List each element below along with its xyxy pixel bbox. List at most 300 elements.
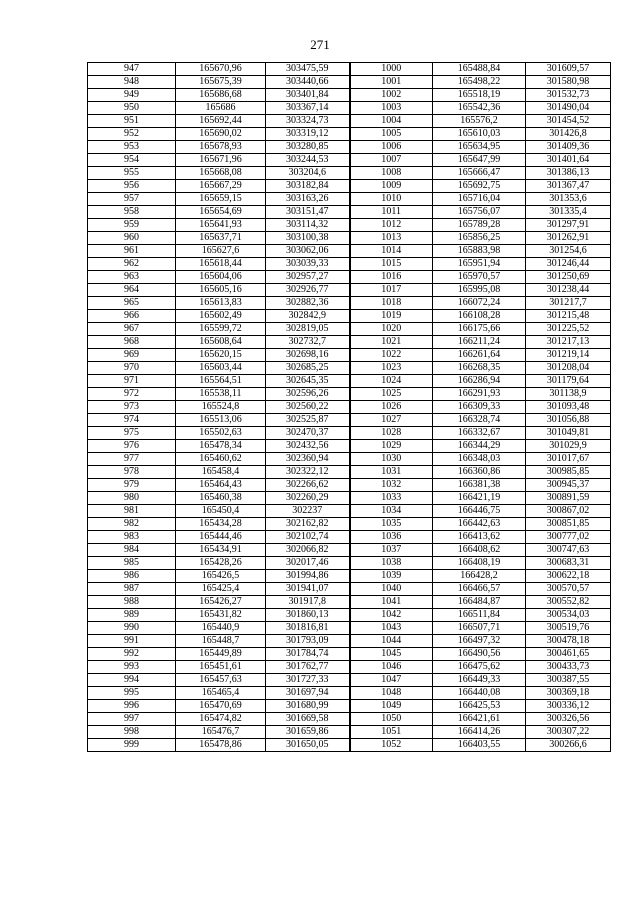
y-coordinate-cell: 301029,9 xyxy=(526,440,611,453)
x-coordinate-cell: 165668,08 xyxy=(176,167,266,180)
y-coordinate-cell: 301208,04 xyxy=(526,362,611,375)
y-coordinate-cell: 302066,82 xyxy=(266,544,350,557)
y-coordinate-cell: 302698,16 xyxy=(266,349,350,362)
y-coordinate-cell: 300552,82 xyxy=(526,596,611,609)
x-coordinate-cell: 165524,8 xyxy=(176,401,266,414)
point-number-cell: 987 xyxy=(88,583,176,596)
y-coordinate-cell: 301367,47 xyxy=(526,180,611,193)
point-number-cell: 982 xyxy=(88,518,176,531)
y-coordinate-cell: 300433,73 xyxy=(526,661,611,674)
point-number-cell: 1015 xyxy=(350,258,433,271)
table-row xyxy=(88,388,611,401)
table-row xyxy=(88,232,611,245)
x-coordinate-cell: 165460,38 xyxy=(176,492,266,505)
x-coordinate-cell: 165671,96 xyxy=(176,154,266,167)
table-row xyxy=(88,297,611,310)
point-number-cell: 967 xyxy=(88,323,176,336)
point-number-cell: 947 xyxy=(88,63,176,76)
y-coordinate-cell: 303319,12 xyxy=(266,128,350,141)
point-number-cell: 1001 xyxy=(350,76,433,89)
table-row xyxy=(88,726,611,739)
y-coordinate-cell: 301860,13 xyxy=(266,609,350,622)
y-coordinate-cell: 301454,52 xyxy=(526,115,611,128)
point-number-cell: 1050 xyxy=(350,713,433,726)
y-coordinate-cell: 300336,12 xyxy=(526,700,611,713)
point-number-cell: 955 xyxy=(88,167,176,180)
x-coordinate-cell: 166408,62 xyxy=(433,544,526,557)
y-coordinate-cell: 302685,25 xyxy=(266,362,350,375)
table-row xyxy=(88,154,611,167)
y-coordinate-cell: 302470,37 xyxy=(266,427,350,440)
table-row xyxy=(88,401,611,414)
x-coordinate-cell: 165518,19 xyxy=(433,89,526,102)
y-coordinate-cell: 301246,44 xyxy=(526,258,611,271)
x-coordinate-cell: 165576,2 xyxy=(433,115,526,128)
point-number-cell: 984 xyxy=(88,544,176,557)
y-coordinate-cell: 301215,48 xyxy=(526,310,611,323)
x-coordinate-cell: 165464,43 xyxy=(176,479,266,492)
table-row xyxy=(88,115,611,128)
table-row xyxy=(88,167,611,180)
table-row xyxy=(88,648,611,661)
point-number-cell: 1038 xyxy=(350,557,433,570)
x-coordinate-cell: 166309,33 xyxy=(433,401,526,414)
point-number-cell: 1018 xyxy=(350,297,433,310)
point-number-cell: 1042 xyxy=(350,609,433,622)
point-number-cell: 1039 xyxy=(350,570,433,583)
y-coordinate-cell: 301727,33 xyxy=(266,674,350,687)
y-coordinate-cell: 302819,05 xyxy=(266,323,350,336)
y-coordinate-cell: 302645,35 xyxy=(266,375,350,388)
x-coordinate-cell: 165678,93 xyxy=(176,141,266,154)
table-row xyxy=(88,245,611,258)
y-coordinate-cell: 301254,6 xyxy=(526,245,611,258)
x-coordinate-cell: 166413,62 xyxy=(433,531,526,544)
x-coordinate-cell: 165634,95 xyxy=(433,141,526,154)
x-coordinate-cell: 165686,68 xyxy=(176,89,266,102)
point-number-cell: 959 xyxy=(88,219,176,232)
x-coordinate-cell: 165856,25 xyxy=(433,232,526,245)
table-row xyxy=(88,635,611,648)
y-coordinate-cell: 303204,6 xyxy=(266,167,350,180)
point-number-cell: 993 xyxy=(88,661,176,674)
y-coordinate-cell: 303367,14 xyxy=(266,102,350,115)
point-number-cell: 985 xyxy=(88,557,176,570)
y-coordinate-cell: 303163,26 xyxy=(266,193,350,206)
y-coordinate-cell: 301580,98 xyxy=(526,76,611,89)
table-row xyxy=(88,466,611,479)
x-coordinate-cell: 165450,4 xyxy=(176,505,266,518)
y-coordinate-cell: 301217,7 xyxy=(526,297,611,310)
point-number-cell: 1051 xyxy=(350,726,433,739)
point-number-cell: 981 xyxy=(88,505,176,518)
y-coordinate-cell: 300945,37 xyxy=(526,479,611,492)
point-number-cell: 950 xyxy=(88,102,176,115)
table-row xyxy=(88,63,611,76)
point-number-cell: 1036 xyxy=(350,531,433,544)
point-number-cell: 977 xyxy=(88,453,176,466)
x-coordinate-cell: 166332,67 xyxy=(433,427,526,440)
point-number-cell: 957 xyxy=(88,193,176,206)
x-coordinate-cell: 165538,11 xyxy=(176,388,266,401)
y-coordinate-cell: 303280,85 xyxy=(266,141,350,154)
x-coordinate-cell: 165602,49 xyxy=(176,310,266,323)
y-coordinate-cell: 300369,18 xyxy=(526,687,611,700)
y-coordinate-cell: 302102,74 xyxy=(266,531,350,544)
table-row xyxy=(88,557,611,570)
point-number-cell: 958 xyxy=(88,206,176,219)
point-number-cell: 997 xyxy=(88,713,176,726)
x-coordinate-cell: 166507,71 xyxy=(433,622,526,635)
x-coordinate-cell: 165425,4 xyxy=(176,583,266,596)
point-number-cell: 1020 xyxy=(350,323,433,336)
y-coordinate-cell: 301816,81 xyxy=(266,622,350,635)
x-coordinate-cell: 166466,57 xyxy=(433,583,526,596)
point-number-cell: 1003 xyxy=(350,102,433,115)
y-coordinate-cell: 301994,86 xyxy=(266,570,350,583)
x-coordinate-cell: 165434,91 xyxy=(176,544,266,557)
x-coordinate-cell: 165883,98 xyxy=(433,245,526,258)
x-coordinate-cell: 165498,22 xyxy=(433,76,526,89)
x-coordinate-cell: 165667,29 xyxy=(176,180,266,193)
table-row xyxy=(88,583,611,596)
y-coordinate-cell: 301917,8 xyxy=(266,596,350,609)
x-coordinate-cell: 166211,24 xyxy=(433,336,526,349)
x-coordinate-cell: 165603,44 xyxy=(176,362,266,375)
point-number-cell: 1031 xyxy=(350,466,433,479)
y-coordinate-cell: 301386,13 xyxy=(526,167,611,180)
point-number-cell: 1046 xyxy=(350,661,433,674)
x-coordinate-cell: 165513,06 xyxy=(176,414,266,427)
point-number-cell: 1006 xyxy=(350,141,433,154)
point-number-cell: 1037 xyxy=(350,544,433,557)
x-coordinate-cell: 165478,86 xyxy=(176,739,266,752)
y-coordinate-cell: 301490,04 xyxy=(526,102,611,115)
point-number-cell: 1048 xyxy=(350,687,433,700)
x-coordinate-cell: 166268,35 xyxy=(433,362,526,375)
y-coordinate-cell: 301238,44 xyxy=(526,284,611,297)
point-number-cell: 1002 xyxy=(350,89,433,102)
x-coordinate-cell: 166490,56 xyxy=(433,648,526,661)
y-coordinate-cell: 301056,88 xyxy=(526,414,611,427)
point-number-cell: 1043 xyxy=(350,622,433,635)
table-row xyxy=(88,661,611,674)
y-coordinate-cell: 302260,29 xyxy=(266,492,350,505)
point-number-cell: 960 xyxy=(88,232,176,245)
y-coordinate-cell: 302882,36 xyxy=(266,297,350,310)
table-row xyxy=(88,219,611,232)
point-number-cell: 979 xyxy=(88,479,176,492)
point-number-cell: 1032 xyxy=(350,479,433,492)
table-row xyxy=(88,180,611,193)
y-coordinate-cell: 301609,57 xyxy=(526,63,611,76)
table-row xyxy=(88,362,611,375)
x-coordinate-cell: 165641,93 xyxy=(176,219,266,232)
x-coordinate-cell: 165426,27 xyxy=(176,596,266,609)
y-coordinate-cell: 300478,18 xyxy=(526,635,611,648)
y-coordinate-cell: 303114,32 xyxy=(266,219,350,232)
table-row xyxy=(88,206,611,219)
point-number-cell: 954 xyxy=(88,154,176,167)
point-number-cell: 990 xyxy=(88,622,176,635)
x-coordinate-cell: 166442,63 xyxy=(433,518,526,531)
point-number-cell: 965 xyxy=(88,297,176,310)
x-coordinate-cell: 165647,99 xyxy=(433,154,526,167)
y-coordinate-cell: 301401,64 xyxy=(526,154,611,167)
y-coordinate-cell: 303182,84 xyxy=(266,180,350,193)
table-row xyxy=(88,479,611,492)
y-coordinate-cell: 301650,05 xyxy=(266,739,350,752)
x-coordinate-cell: 166408,19 xyxy=(433,557,526,570)
point-number-cell: 983 xyxy=(88,531,176,544)
y-coordinate-cell: 300891,59 xyxy=(526,492,611,505)
x-coordinate-cell: 166428,2 xyxy=(433,570,526,583)
point-number-cell: 998 xyxy=(88,726,176,739)
point-number-cell: 991 xyxy=(88,635,176,648)
y-coordinate-cell: 302842,9 xyxy=(266,310,350,323)
table-row xyxy=(88,323,611,336)
y-coordinate-cell: 302266,62 xyxy=(266,479,350,492)
y-coordinate-cell: 300461,65 xyxy=(526,648,611,661)
point-number-cell: 949 xyxy=(88,89,176,102)
x-coordinate-cell: 165675,39 xyxy=(176,76,266,89)
y-coordinate-cell: 300867,02 xyxy=(526,505,611,518)
y-coordinate-cell: 300622,18 xyxy=(526,570,611,583)
point-number-cell: 1024 xyxy=(350,375,433,388)
y-coordinate-cell: 302432,56 xyxy=(266,440,350,453)
x-coordinate-cell: 165457,63 xyxy=(176,674,266,687)
point-number-cell: 962 xyxy=(88,258,176,271)
x-coordinate-cell: 166344,29 xyxy=(433,440,526,453)
x-coordinate-cell: 165951,94 xyxy=(433,258,526,271)
y-coordinate-cell: 303039,33 xyxy=(266,258,350,271)
x-coordinate-cell: 166403,55 xyxy=(433,739,526,752)
table-row xyxy=(88,193,611,206)
table-row xyxy=(88,518,611,531)
point-number-cell: 976 xyxy=(88,440,176,453)
x-coordinate-cell: 165627,6 xyxy=(176,245,266,258)
y-coordinate-cell: 302926,77 xyxy=(266,284,350,297)
y-coordinate-cell: 301297,91 xyxy=(526,219,611,232)
y-coordinate-cell: 301250,69 xyxy=(526,271,611,284)
y-coordinate-cell: 301659,86 xyxy=(266,726,350,739)
y-coordinate-cell: 302957,27 xyxy=(266,271,350,284)
x-coordinate-cell: 166446,75 xyxy=(433,505,526,518)
x-coordinate-cell: 165428,26 xyxy=(176,557,266,570)
table-row xyxy=(88,284,611,297)
point-number-cell: 1021 xyxy=(350,336,433,349)
table-row xyxy=(88,492,611,505)
x-coordinate-cell: 165670,96 xyxy=(176,63,266,76)
y-coordinate-cell: 302162,82 xyxy=(266,518,350,531)
y-coordinate-cell: 300326,56 xyxy=(526,713,611,726)
x-coordinate-cell: 165458,4 xyxy=(176,466,266,479)
y-coordinate-cell: 302360,94 xyxy=(266,453,350,466)
y-coordinate-cell: 303151,47 xyxy=(266,206,350,219)
point-number-cell: 989 xyxy=(88,609,176,622)
x-coordinate-cell: 165599,72 xyxy=(176,323,266,336)
point-number-cell: 1023 xyxy=(350,362,433,375)
point-number-cell: 1034 xyxy=(350,505,433,518)
table-row xyxy=(88,674,611,687)
y-coordinate-cell: 302322,12 xyxy=(266,466,350,479)
y-coordinate-cell: 300519,76 xyxy=(526,622,611,635)
coordinates-table xyxy=(87,62,611,752)
point-number-cell: 1045 xyxy=(350,648,433,661)
point-number-cell: 1049 xyxy=(350,700,433,713)
y-coordinate-cell: 302596,26 xyxy=(266,388,350,401)
x-coordinate-cell: 165654,69 xyxy=(176,206,266,219)
point-number-cell: 1022 xyxy=(350,349,433,362)
y-coordinate-cell: 301217,13 xyxy=(526,336,611,349)
x-coordinate-cell: 165610,03 xyxy=(433,128,526,141)
y-coordinate-cell: 301669,58 xyxy=(266,713,350,726)
x-coordinate-cell: 165613,83 xyxy=(176,297,266,310)
point-number-cell: 1029 xyxy=(350,440,433,453)
x-coordinate-cell: 165444,46 xyxy=(176,531,266,544)
table-row xyxy=(88,128,611,141)
point-number-cell: 999 xyxy=(88,739,176,752)
table-row xyxy=(88,713,611,726)
y-coordinate-cell: 303244,53 xyxy=(266,154,350,167)
x-coordinate-cell: 166421,61 xyxy=(433,713,526,726)
x-coordinate-cell: 166511,84 xyxy=(433,609,526,622)
x-coordinate-cell: 166072,24 xyxy=(433,297,526,310)
point-number-cell: 964 xyxy=(88,284,176,297)
y-coordinate-cell: 302017,46 xyxy=(266,557,350,570)
y-coordinate-cell: 300570,57 xyxy=(526,583,611,596)
y-coordinate-cell: 300266,6 xyxy=(526,739,611,752)
x-coordinate-cell: 165470,69 xyxy=(176,700,266,713)
table-row xyxy=(88,375,611,388)
x-coordinate-cell: 165618,44 xyxy=(176,258,266,271)
x-coordinate-cell: 166108,28 xyxy=(433,310,526,323)
point-number-cell: 975 xyxy=(88,427,176,440)
y-coordinate-cell: 303440,66 xyxy=(266,76,350,89)
x-coordinate-cell: 165604,06 xyxy=(176,271,266,284)
y-coordinate-cell: 300534,03 xyxy=(526,609,611,622)
point-number-cell: 963 xyxy=(88,271,176,284)
point-number-cell: 994 xyxy=(88,674,176,687)
x-coordinate-cell: 166425,53 xyxy=(433,700,526,713)
x-coordinate-cell: 166328,74 xyxy=(433,414,526,427)
y-coordinate-cell: 300387,55 xyxy=(526,674,611,687)
point-number-cell: 968 xyxy=(88,336,176,349)
x-coordinate-cell: 166440,08 xyxy=(433,687,526,700)
x-coordinate-cell: 165637,71 xyxy=(176,232,266,245)
point-number-cell: 1011 xyxy=(350,206,433,219)
point-number-cell: 1027 xyxy=(350,414,433,427)
point-number-cell: 1035 xyxy=(350,518,433,531)
point-number-cell: 1016 xyxy=(350,271,433,284)
table-row xyxy=(88,271,611,284)
y-coordinate-cell: 301179,64 xyxy=(526,375,611,388)
point-number-cell: 1004 xyxy=(350,115,433,128)
table-row xyxy=(88,440,611,453)
y-coordinate-cell: 301784,74 xyxy=(266,648,350,661)
point-number-cell: 971 xyxy=(88,375,176,388)
x-coordinate-cell: 165434,28 xyxy=(176,518,266,531)
x-coordinate-cell: 165608,64 xyxy=(176,336,266,349)
y-coordinate-cell: 301426,8 xyxy=(526,128,611,141)
point-number-cell: 969 xyxy=(88,349,176,362)
y-coordinate-cell: 300683,31 xyxy=(526,557,611,570)
point-number-cell: 1007 xyxy=(350,154,433,167)
point-number-cell: 1010 xyxy=(350,193,433,206)
y-coordinate-cell: 303475,59 xyxy=(266,63,350,76)
point-number-cell: 1005 xyxy=(350,128,433,141)
point-number-cell: 1025 xyxy=(350,388,433,401)
x-coordinate-cell: 165488,84 xyxy=(433,63,526,76)
y-coordinate-cell: 301262,91 xyxy=(526,232,611,245)
point-number-cell: 995 xyxy=(88,687,176,700)
page-number: 271 xyxy=(310,37,330,52)
table-row xyxy=(88,622,611,635)
x-coordinate-cell: 165692,75 xyxy=(433,180,526,193)
x-coordinate-cell: 165620,15 xyxy=(176,349,266,362)
y-coordinate-cell: 301093,48 xyxy=(526,401,611,414)
table-row xyxy=(88,258,611,271)
x-coordinate-cell: 165716,04 xyxy=(433,193,526,206)
y-coordinate-cell: 301049,81 xyxy=(526,427,611,440)
y-coordinate-cell: 301219,14 xyxy=(526,349,611,362)
point-number-cell: 953 xyxy=(88,141,176,154)
y-coordinate-cell: 300851,85 xyxy=(526,518,611,531)
table-row xyxy=(88,427,611,440)
x-coordinate-cell: 166497,32 xyxy=(433,635,526,648)
y-coordinate-cell: 303324,73 xyxy=(266,115,350,128)
y-coordinate-cell: 303062,06 xyxy=(266,245,350,258)
y-coordinate-cell: 300307,22 xyxy=(526,726,611,739)
point-number-cell: 988 xyxy=(88,596,176,609)
x-coordinate-cell: 166348,03 xyxy=(433,453,526,466)
point-number-cell: 1033 xyxy=(350,492,433,505)
y-coordinate-cell: 301353,6 xyxy=(526,193,611,206)
table-row xyxy=(88,76,611,89)
y-coordinate-cell: 301017,67 xyxy=(526,453,611,466)
point-number-cell: 952 xyxy=(88,128,176,141)
x-coordinate-cell: 166291,93 xyxy=(433,388,526,401)
x-coordinate-cell: 165692,44 xyxy=(176,115,266,128)
table-row xyxy=(88,596,611,609)
x-coordinate-cell: 165448,7 xyxy=(176,635,266,648)
y-coordinate-cell: 302560,22 xyxy=(266,401,350,414)
y-coordinate-cell: 302732,7 xyxy=(266,336,350,349)
table-row xyxy=(88,531,611,544)
table-row xyxy=(88,453,611,466)
y-coordinate-cell: 301680,99 xyxy=(266,700,350,713)
x-coordinate-cell: 165431,82 xyxy=(176,609,266,622)
y-coordinate-cell: 301532,73 xyxy=(526,89,611,102)
table-row xyxy=(88,102,611,115)
point-number-cell: 1044 xyxy=(350,635,433,648)
point-number-cell: 1014 xyxy=(350,245,433,258)
point-number-cell: 951 xyxy=(88,115,176,128)
x-coordinate-cell: 166175,66 xyxy=(433,323,526,336)
point-number-cell: 980 xyxy=(88,492,176,505)
y-coordinate-cell: 302525,87 xyxy=(266,414,350,427)
table-row xyxy=(88,349,611,362)
x-coordinate-cell: 165451,61 xyxy=(176,661,266,674)
x-coordinate-cell: 165564,51 xyxy=(176,375,266,388)
table-row xyxy=(88,505,611,518)
y-coordinate-cell: 301697,94 xyxy=(266,687,350,700)
table-row xyxy=(88,310,611,323)
x-coordinate-cell: 166261,64 xyxy=(433,349,526,362)
point-number-cell: 970 xyxy=(88,362,176,375)
x-coordinate-cell: 165474,82 xyxy=(176,713,266,726)
x-coordinate-cell: 165478,34 xyxy=(176,440,266,453)
